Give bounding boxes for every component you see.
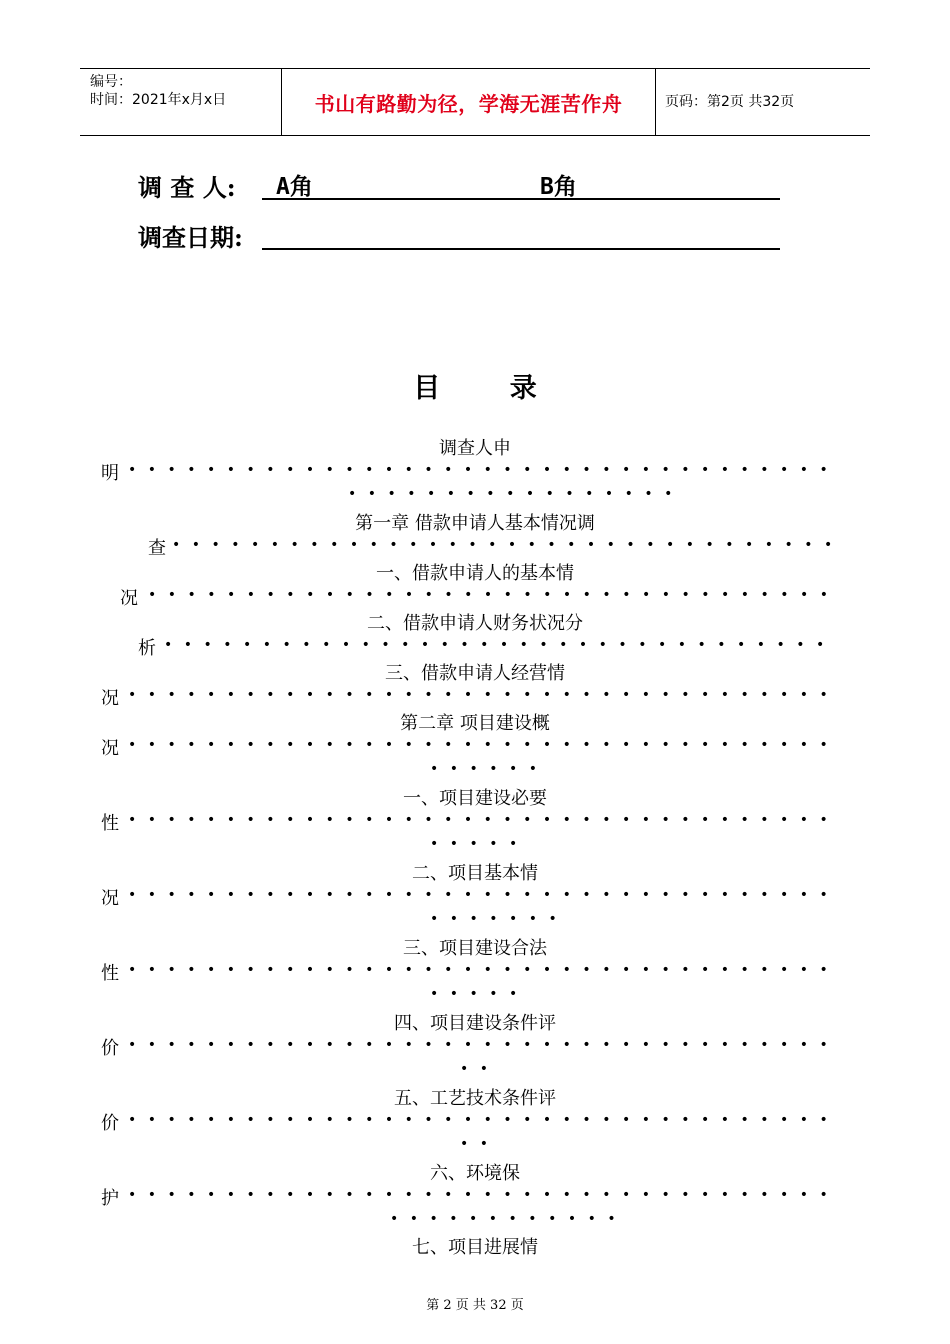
toc-entry-lead: 况 [101,738,119,759]
toc-title: 目 录 [413,373,567,404]
toc-entry-title[interactable]: 二、项目基本情 [412,863,538,884]
toc-leader-dots: •••••••••••••••••••••••••••••••••• [164,637,836,653]
toc-entry-title[interactable]: 七、项目进展情 [412,1237,538,1258]
toc-entry-lead: 护 [101,1188,119,1209]
toc-entry-lead: 明 [101,463,119,484]
toc-leader-dots: •••••••••••••••••••••••••••••••••••• [128,1037,840,1053]
motto-text: 书山有路勤为径，学海无涯苦作舟 [314,91,623,116]
toc-entry-lead: 况 [120,588,138,609]
investigator-b: B角 [540,174,577,200]
toc-leader-dots-continued: •••••••••••• [390,1211,628,1227]
toc-leader-dots: ••••••••••••••••••••••••••••••••••• [148,587,840,603]
toc-entry-title[interactable]: 二、借款申请人财务状况分 [367,613,583,634]
toc-entry-title[interactable]: 三、借款申请人经营情 [385,663,565,684]
toc-entry-lead: 查 [148,538,166,559]
toc-leader-dots-continued: ••••••••••••••••• [348,486,684,502]
toc-leader-dots: •••••••••••••••••••••••••••••••••••• [128,1112,840,1128]
toc-leader-dots: •••••••••••••••••••••••••••••••••• [172,537,844,553]
toc-entry-lead: 况 [101,888,119,909]
header-table [80,68,870,136]
toc-entry-title[interactable]: 六、环境保 [430,1163,520,1184]
toc-leader-dots-continued: •• [460,1061,500,1077]
toc-entry-title[interactable]: 三、项目建设合法 [403,938,547,959]
toc-entry-lead: 析 [138,638,156,659]
toc-entry-lead: 性 [101,813,119,834]
header-center-cell [282,69,656,135]
toc-entry-lead: 价 [101,1113,119,1134]
investigator-label: 调 查 人: [138,173,236,202]
toc-leader-dots-continued: ••••••• [430,911,569,927]
toc-entry-title[interactable]: 一、借款申请人的基本情 [376,563,574,584]
investigator-a: A角 [276,174,313,200]
toc-entry-lead: 性 [101,963,119,984]
date-label: 调查日期: [138,223,243,252]
toc-leader-dots: •••••••••••••••••••••••••••••••••••• [128,887,840,903]
toc-leader-dots: •••••••••••••••••••••••••••••••••••• [128,462,840,478]
page-info: 页码：第2页 共32页 [665,94,795,110]
toc-leader-dots: •••••••••••••••••••••••••••••••••••• [128,687,840,703]
header-right-cell [656,69,870,135]
toc-leader-dots: •••••••••••••••••••••••••••••••••••• [128,962,840,978]
toc-entry-title[interactable]: 第一章 借款申请人基本情况调 [355,513,595,534]
toc-leader-dots: •••••••••••••••••••••••••••••••••••• [128,1187,840,1203]
toc-leader-dots-continued: •• [460,1136,500,1152]
toc-entry-title[interactable]: 第二章 项目建设概 [400,713,550,734]
toc-entry-lead: 况 [101,688,119,709]
toc-leader-dots-continued: ••••• [430,986,529,1002]
time-label: 时间：2021年x月x日 [90,92,227,108]
number-label: 编号： [90,74,132,90]
header-left-cell [80,69,282,135]
page-footer: 第 2 页 共 32 页 [426,1298,524,1313]
toc-leader-dots-continued: •••••• [430,761,549,777]
toc-leader-dots: •••••••••••••••••••••••••••••••••••• [128,812,840,828]
toc-leader-dots-continued: ••••• [430,836,529,852]
date-underline [262,248,780,250]
investigator-underline [262,198,780,200]
toc-leader-dots: •••••••••••••••••••••••••••••••••••• [128,737,840,753]
toc-entry-lead: 价 [101,1038,119,1059]
toc-entry-title[interactable]: 五、工艺技术条件评 [394,1088,556,1109]
toc-entry-title[interactable]: 调查人申 [439,438,511,459]
toc-entry-title[interactable]: 四、项目建设条件评 [394,1013,556,1034]
toc-entry-title[interactable]: 一、项目建设必要 [403,788,547,809]
